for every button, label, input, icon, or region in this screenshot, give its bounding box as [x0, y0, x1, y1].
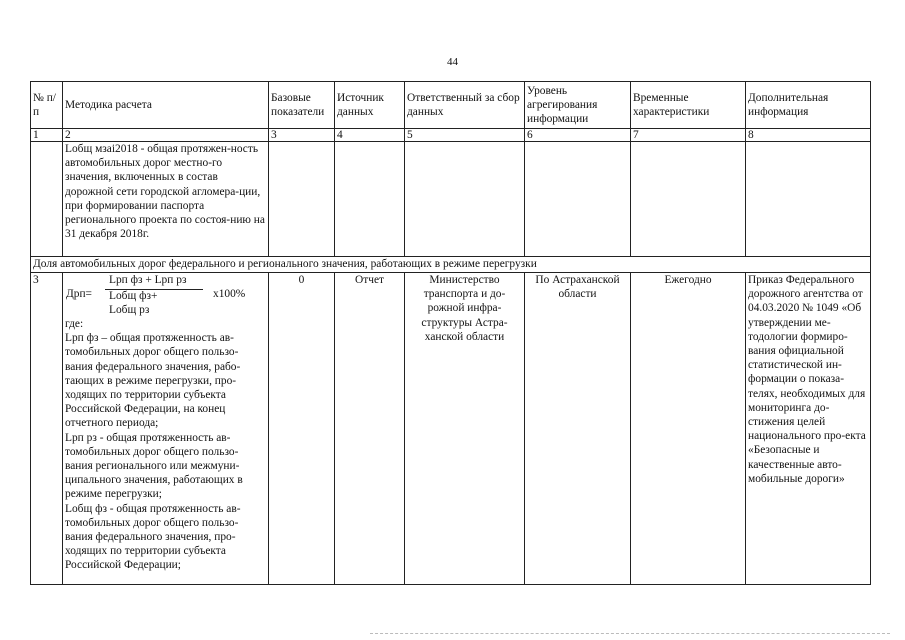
column-number: 6 — [525, 129, 631, 142]
column-number: 5 — [405, 129, 525, 142]
column-number: 3 — [269, 129, 335, 142]
formula — [65, 273, 266, 317]
column-number: 7 — [631, 129, 746, 142]
column-number: 8 — [746, 129, 871, 142]
indicator-row-3 — [31, 273, 871, 585]
base-value: 0 — [269, 273, 335, 585]
column-number: 1 — [31, 129, 63, 142]
time-characteristics: Ежегодно — [631, 273, 746, 585]
indicators-table — [30, 81, 871, 585]
col-header-time: Временные характеристики — [631, 82, 746, 129]
method-cell — [63, 273, 269, 585]
col-header-extra: Дополнительная информация — [746, 82, 871, 129]
formula-denominator: Lобщ фз+ — [109, 290, 158, 302]
col-header-method: Методика расчета — [63, 82, 269, 129]
method-description: где: Lрп фз – общая протяженность ав-томобильных дорог общего пользо-вания федерального значения, рабо-тающих в режиме перегрузки, про-ходящих по территории субъекта Российской Федерации, на конец отчетного периода; Lрп рз - общая протяженность ав-томобильных дорог общего пользо-вания регионального или межмуни-ципального значения, работающих в режиме перегрузки; Lобщ фз - общая протяженность ав-томобильных дорог общего пользо-вания федерального значения, про-ходящих по территории субъекта Российской Федерации; — [65, 318, 243, 572]
row-number: 3 — [31, 273, 63, 585]
continuation-row — [31, 142, 871, 257]
section-row — [31, 257, 871, 273]
aggregation-level: По Астраханской области — [525, 273, 631, 585]
col-header-level: Уровень агрегирования информации — [525, 82, 631, 129]
col-header-num: № п/п — [31, 82, 63, 129]
formula-denominator-2: Lобщ рз — [109, 304, 150, 316]
col-header-source: Источник данных — [335, 82, 405, 129]
data-source: Отчет — [335, 273, 405, 585]
header-row — [31, 82, 871, 129]
page-edge-artifact — [370, 633, 890, 634]
formula-multiplier: х100% — [213, 288, 246, 300]
column-number: 4 — [335, 129, 405, 142]
page-number: 44 — [447, 56, 458, 68]
col-header-base: Базовые показатели — [269, 82, 335, 129]
additional-info: Приказ Федерального дорожного агентства от 04.03.2020 № 1049 «Об утверждении ме-тодологии формиро-вания официальной статистической ин-формации о показа-телях, необходимых для мониторинга до-стижения целей национального про-екта «Безопасные и качественные авто-мобильные дороги» — [746, 273, 871, 585]
formula-label: Дрп= — [66, 288, 92, 300]
responsible: Министерство транспорта и до-рожной инфра-структуры Астра-ханской области — [405, 273, 525, 585]
formula-numerator: Lрп фз + Lрп рз — [109, 274, 187, 286]
column-number: 2 — [63, 129, 269, 142]
section-title: Доля автомобильных дорог федерального и регионального значения, работающих в режиме перегрузки — [31, 257, 871, 273]
continuation-method: Lобщ мзаi2018 - общая протяжен-ность автомобильных дорог местно-го значения, включенных в состав дорожной сети городской агломера-ции, при формировании паспорта регионального проекта по состоя-нию на 31 декабря 2018г. — [63, 142, 269, 257]
col-header-responsible: Ответственный за сбор данных — [405, 82, 525, 129]
column-number-row — [31, 129, 871, 142]
